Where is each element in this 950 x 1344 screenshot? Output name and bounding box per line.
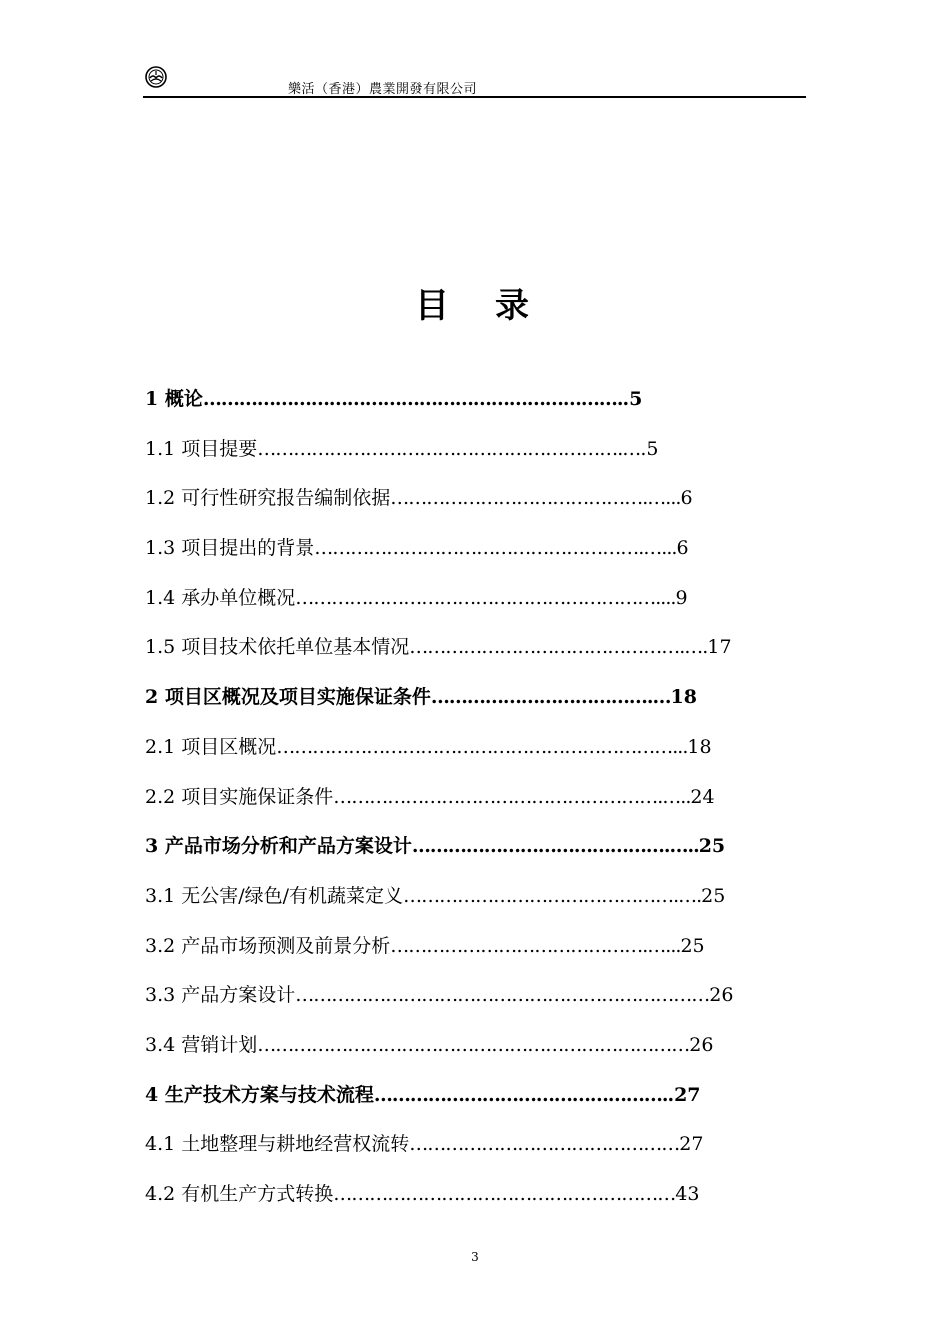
toc-entry[interactable] [145, 927, 785, 977]
toc-entry-label: 2.2 项目实施保证条件 [145, 785, 334, 808]
toc-entry-label: 1 概论 [145, 388, 203, 410]
toc-entry-page: 25 [698, 835, 726, 858]
toc-entry-page: 6 [680, 487, 693, 510]
toc-entry[interactable] [145, 628, 785, 678]
toc-entry-page: .5 [640, 437, 659, 460]
toc-entry-page: 18 [687, 735, 712, 758]
toc-leader-dots: …………………………………….…... [390, 487, 681, 510]
toc-entry[interactable] [145, 380, 785, 430]
toc-leader-dots: ……………………………………………………………. [202, 388, 623, 410]
toc-entry-page: 17 [707, 636, 732, 659]
toc-entry-label: 1.1 项目提要 [145, 437, 258, 460]
page-header [143, 62, 806, 98]
toc-leader-dots: ……………………………………………………………… [257, 1033, 690, 1056]
toc-entry[interactable] [145, 1125, 785, 1175]
toc-entry-label: 3.1 无公害/绿色/有机蔬菜定义 [145, 884, 404, 907]
toc-entry[interactable] [145, 728, 785, 778]
toc-entry[interactable] [145, 529, 785, 579]
toc-entry-page: 26 [689, 1033, 714, 1056]
toc-entry-page: 24 [690, 785, 715, 808]
toc-leader-dots: ……………………………………….…. [403, 884, 702, 907]
toc-entry-page: 27 [679, 1133, 704, 1156]
toc-entry[interactable] [145, 1026, 785, 1076]
toc-leader-dots: …………………………………….….. [411, 835, 699, 858]
toc-leader-dots: …………………………………………………….... [295, 586, 676, 609]
toc-entry[interactable] [145, 827, 785, 877]
toc-entry-label: 4 生产技术方案与技术流程 [145, 1083, 374, 1106]
toc-entry-page: 18 [670, 686, 697, 709]
toc-entry[interactable] [145, 678, 785, 728]
toc-entry-page: 25 [680, 934, 705, 957]
toc-leader-dots: …………………………………………………………... [276, 735, 688, 758]
toc-entry[interactable] [145, 877, 785, 927]
toc-leader-dots: …………………………………………………………… [295, 984, 710, 1007]
toc-leader-dots: ……………………………………….…. [409, 636, 708, 659]
toc-entry-page: .27 [667, 1083, 701, 1106]
toc-leader-dots: …………………………………….…... [390, 934, 681, 957]
toc-entry-label: 2.1 项目区概况 [145, 735, 277, 758]
toc-entry-label: 1.3 项目提出的背景 [145, 537, 315, 560]
toc-entry[interactable] [145, 430, 785, 480]
leaf-circle-logo-icon [145, 66, 167, 88]
toc-leader-dots: ………………………………………………… [333, 1183, 676, 1205]
toc-entry-page: 6 [676, 537, 689, 560]
toc-leader-dots: ……………………………………… [409, 1133, 680, 1156]
toc-entry-label: 3 产品市场分析和产品方案设计 [145, 835, 412, 858]
toc-leader-dots: …………………………………………………….… [257, 437, 641, 460]
toc-entry-page: 26 [709, 984, 734, 1007]
toc-leader-dots: …………………………………………. [373, 1083, 668, 1106]
toc-leader-dots: ……………………………………………….….. [333, 785, 691, 808]
toc-entry-label: 1.2 可行性研究报告编制依据 [145, 487, 391, 510]
toc-leader-dots: ……………………………………………….…... [314, 537, 677, 560]
toc-entry-page: 25 [701, 884, 726, 907]
toc-entry-label: 3.4 营销计划 [145, 1033, 258, 1056]
toc-entry-page: .5 [622, 388, 643, 410]
toc-entry-label: 1.4 承办单位概况 [145, 586, 296, 609]
toc-entry[interactable] [145, 579, 785, 629]
toc-entry-label: 2 项目区概况及项目实施保证条件 [145, 686, 431, 709]
toc-entry-label: 3.3 产品方案设计 [145, 984, 296, 1007]
page-number: 3 [471, 1250, 479, 1264]
toc-entry-page: 9 [675, 586, 688, 609]
toc-entry-page: 43 [675, 1183, 700, 1205]
table-of-contents [145, 380, 785, 1225]
page-title: 目 录 [415, 286, 535, 326]
toc-entry-label: 3.2 产品市场预测及前景分析 [145, 934, 391, 957]
toc-entry[interactable] [145, 778, 785, 828]
toc-entry-label: 1.5 项目技术依托单位基本情况 [145, 636, 410, 659]
toc-entry[interactable] [145, 1175, 785, 1225]
toc-entry[interactable] [145, 976, 785, 1026]
toc-entry[interactable] [145, 1076, 785, 1126]
toc-leader-dots: ……………………………….… [430, 686, 671, 709]
toc-entry-label: 4.1 土地整理与耕地经营权流转 [145, 1133, 410, 1156]
toc-entry-label: 4.2 有机生产方式转换 [145, 1183, 334, 1205]
company-name: 樂活（香港）農業開發有限公司 [288, 82, 478, 97]
toc-entry[interactable] [145, 479, 785, 529]
